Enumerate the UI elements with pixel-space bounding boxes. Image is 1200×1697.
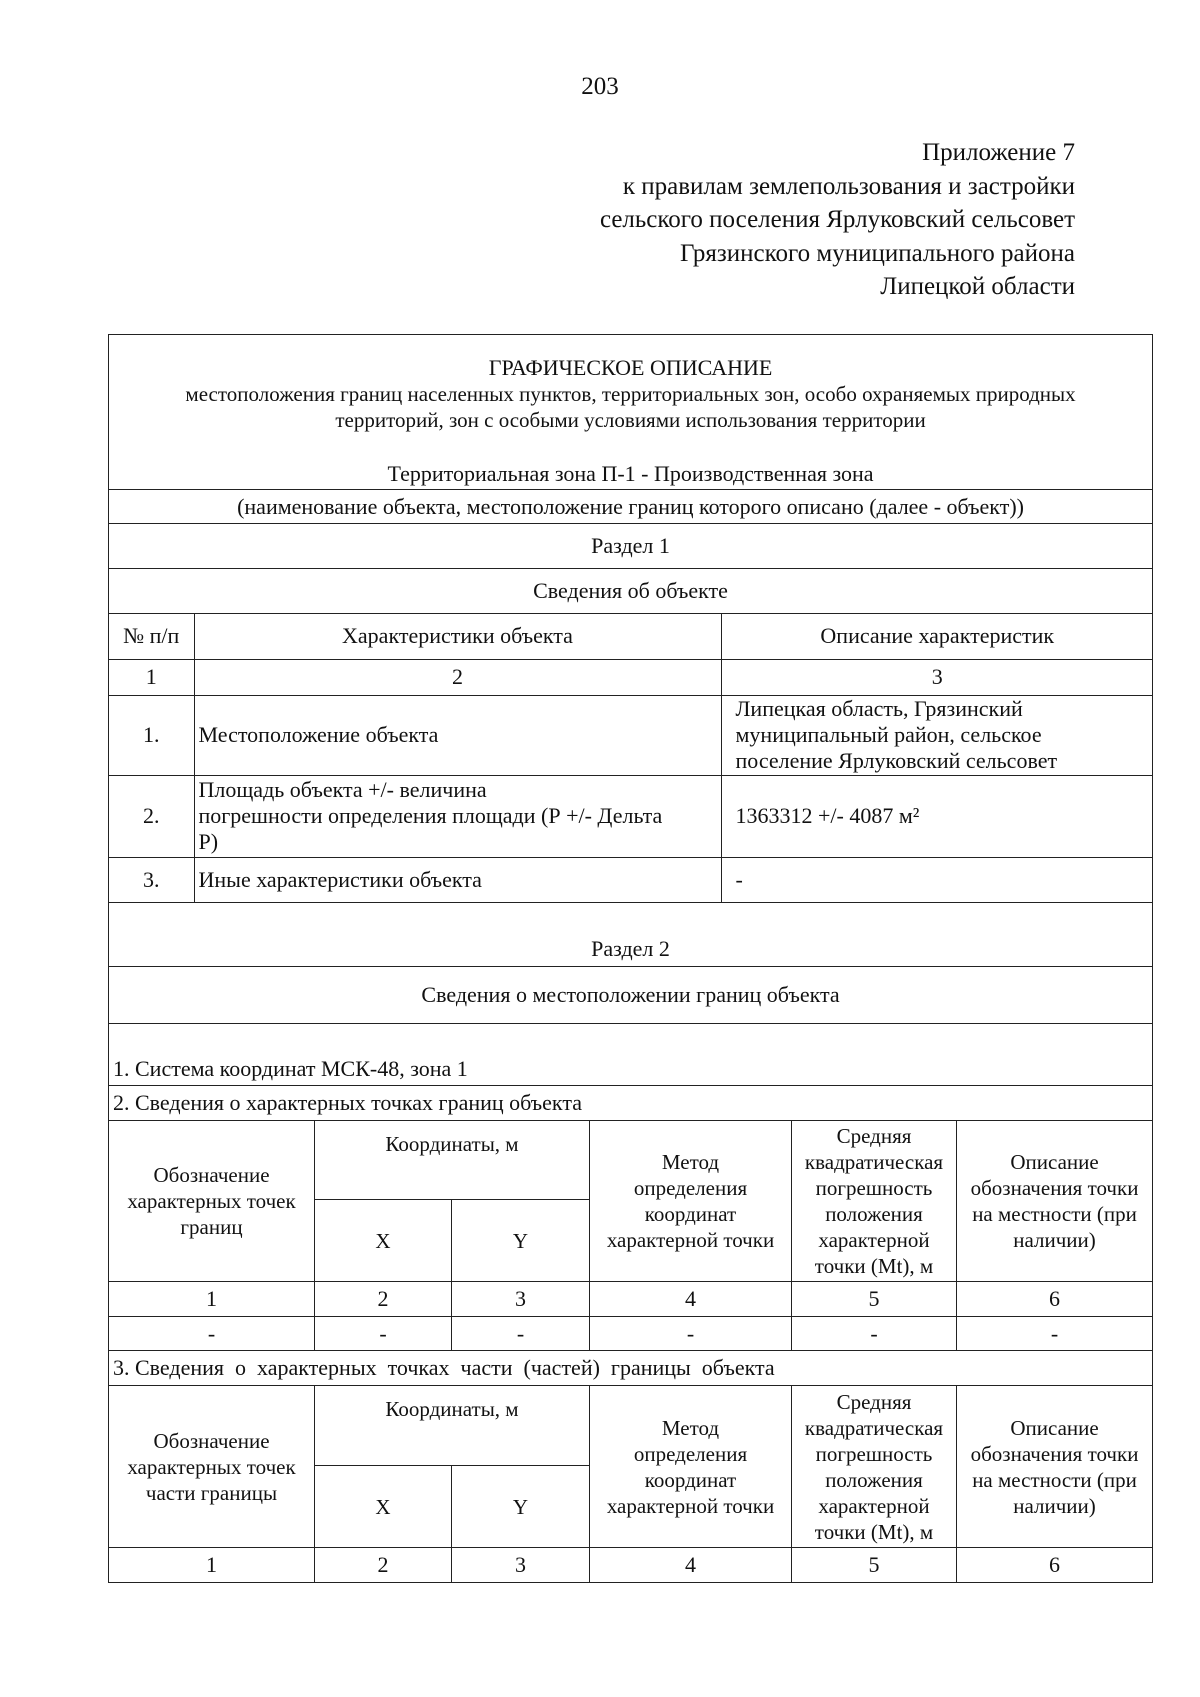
- page-number: 203: [581, 73, 619, 100]
- characteristic: Иные характеристики объекта: [194, 857, 721, 902]
- column-number: 6: [957, 1282, 1153, 1317]
- header-line: обозначения точки: [970, 1176, 1139, 1200]
- section1-title: Раздел 1: [109, 524, 1153, 569]
- form-subtitle: территорий, зон с особыми условиями использования территории: [335, 408, 926, 432]
- header-line: Обозначение: [153, 1428, 270, 1453]
- section1-table-cell: [109, 614, 1153, 903]
- x-header: X: [315, 1466, 452, 1548]
- point-description-header: [957, 1386, 1153, 1548]
- appendix-reference: [600, 136, 1075, 304]
- header-line: обозначения точки: [970, 1441, 1139, 1466]
- column-number: 2: [315, 1548, 452, 1583]
- form-header: [109, 335, 1153, 490]
- characteristic-description: -: [721, 857, 1153, 902]
- characteristic: Местоположение объекта: [194, 695, 721, 775]
- column-number: 5: [792, 1282, 957, 1317]
- point-designation-header: [109, 1121, 315, 1282]
- y-header: Y: [452, 1200, 590, 1282]
- header-line: на местности (при: [972, 1202, 1137, 1226]
- header-line: характерной точки: [606, 1493, 775, 1518]
- table-cell: -: [109, 1317, 315, 1351]
- header-line: Описание: [1010, 1150, 1099, 1174]
- row-number: 3.: [109, 857, 194, 902]
- appendix-line: сельского поселения Ярлуковский сельсовет: [599, 206, 1075, 233]
- header-line: положения: [825, 1202, 923, 1226]
- header-line: границ: [180, 1215, 243, 1239]
- characteristic: [194, 775, 721, 857]
- header-line: положения: [825, 1467, 923, 1492]
- column-number: 1: [109, 1548, 315, 1583]
- section1-table: [109, 614, 1153, 902]
- mean-square-error-header: [792, 1121, 957, 1282]
- appendix-line: Грязинского муниципального района: [680, 239, 1075, 267]
- coordinate-system: 1. Система координат МСК-48, зона 1: [109, 1024, 1153, 1086]
- method-header: [590, 1386, 792, 1548]
- header-line: Метод: [661, 1150, 720, 1174]
- section1-subtitle: Сведения об объекте: [109, 569, 1153, 614]
- section2-title: Раздел 2: [109, 903, 1153, 967]
- form-subtitle: местоположения границ населенных пунктов, территориальных зон, особо охраняемых природных: [185, 382, 1076, 406]
- form-table: [108, 334, 1153, 1583]
- column-header: № п/п: [109, 614, 194, 659]
- column-number: 5: [792, 1548, 957, 1583]
- characteristic-line: Площадь объекта +/- величина: [198, 777, 487, 802]
- column-header: Описание характеристик: [721, 614, 1153, 659]
- column-number: 3: [452, 1282, 590, 1317]
- header-line: определения: [633, 1176, 748, 1200]
- table-cell: -: [452, 1317, 590, 1351]
- header-line: квадратическая: [804, 1150, 944, 1174]
- header-line: координат: [644, 1202, 737, 1226]
- point-description-header: [957, 1121, 1153, 1282]
- header-line: характерной: [818, 1493, 930, 1518]
- table-cell: -: [957, 1317, 1153, 1351]
- header-line: Метод: [661, 1415, 720, 1440]
- graphic-description-form: [108, 334, 1152, 1583]
- column-header: Характеристики объекта: [194, 614, 721, 659]
- header-line: наличии): [1013, 1493, 1096, 1518]
- header-line: характерных точек: [127, 1454, 296, 1479]
- characteristic-line: Р): [198, 829, 219, 854]
- column-number: 4: [590, 1548, 792, 1583]
- object-caption: (наименование объекта, местоположение границ которого описано (далее - объект)): [109, 490, 1153, 524]
- coordinates-header: Координаты, м: [315, 1386, 590, 1466]
- header-line: точки (Mt), м: [814, 1519, 934, 1544]
- header-line: характерных точек: [127, 1189, 296, 1213]
- point-designation-header: [109, 1386, 315, 1548]
- characteristic-description: 1363312 +/- 4087 м²: [721, 775, 1153, 857]
- header-line: Описание: [1010, 1415, 1099, 1440]
- table-cell: -: [590, 1317, 792, 1351]
- header-line: точки (Mt), м: [814, 1254, 934, 1278]
- column-number: 2: [194, 659, 721, 695]
- header-line: координат: [644, 1467, 737, 1492]
- column-number: 1: [109, 1282, 315, 1317]
- header-line: части границы: [145, 1480, 278, 1505]
- description-line: муниципальный район, сельское: [735, 722, 1042, 747]
- appendix-line: Липецкой области: [880, 273, 1075, 300]
- section2-subtitle: Сведения о местоположении границ объекта: [109, 967, 1153, 1024]
- header-line: определения: [633, 1441, 748, 1466]
- x-header: X: [315, 1200, 452, 1282]
- zone-name: Территориальная зона П-1 - Производственная зона: [387, 461, 874, 486]
- parts-title: 3. Сведения о характерных точках части (частей) границы объекта: [109, 1351, 1153, 1386]
- characteristic-description: [721, 695, 1153, 775]
- points-title: 2. Сведения о характерных точках границ объекта: [109, 1086, 1153, 1121]
- form-title: ГРАФИЧЕСКОЕ ОПИСАНИЕ: [488, 355, 773, 380]
- characteristic-line: погрешности определения площади (Р +/- Дельта: [198, 803, 663, 828]
- column-number: 3: [452, 1548, 590, 1583]
- table-cell: -: [315, 1317, 452, 1351]
- header-line: на местности (при: [972, 1467, 1137, 1492]
- column-number: 3: [721, 659, 1153, 695]
- table-cell: -: [792, 1317, 957, 1351]
- coordinates-header: Координаты, м: [315, 1121, 590, 1200]
- header-line: характерной: [818, 1228, 930, 1252]
- header-line: наличии): [1013, 1228, 1096, 1252]
- method-header: [590, 1121, 792, 1282]
- column-number: 4: [590, 1282, 792, 1317]
- header-line: характерной точки: [606, 1228, 775, 1252]
- column-number: 2: [315, 1282, 452, 1317]
- description-line: Липецкая область, Грязинский: [735, 696, 1023, 721]
- header-line: Средняя: [836, 1389, 912, 1414]
- row-number: 1.: [109, 695, 194, 775]
- description-line: поселение Ярлуковский сельсовет: [735, 748, 1058, 773]
- column-number: 1: [109, 659, 194, 695]
- header-line: Обозначение: [153, 1163, 270, 1187]
- y-header: Y: [452, 1466, 590, 1548]
- header-line: Средняя: [836, 1124, 912, 1148]
- column-number: 6: [957, 1548, 1153, 1583]
- header-line: погрешность: [815, 1441, 933, 1466]
- header-line: квадратическая: [804, 1415, 944, 1440]
- row-number: 2.: [109, 775, 194, 857]
- appendix-line: Приложение 7: [922, 139, 1075, 166]
- mean-square-error-header: [792, 1386, 957, 1548]
- appendix-line: к правилам землепользования и застройки: [622, 172, 1075, 200]
- header-line: погрешность: [815, 1176, 933, 1200]
